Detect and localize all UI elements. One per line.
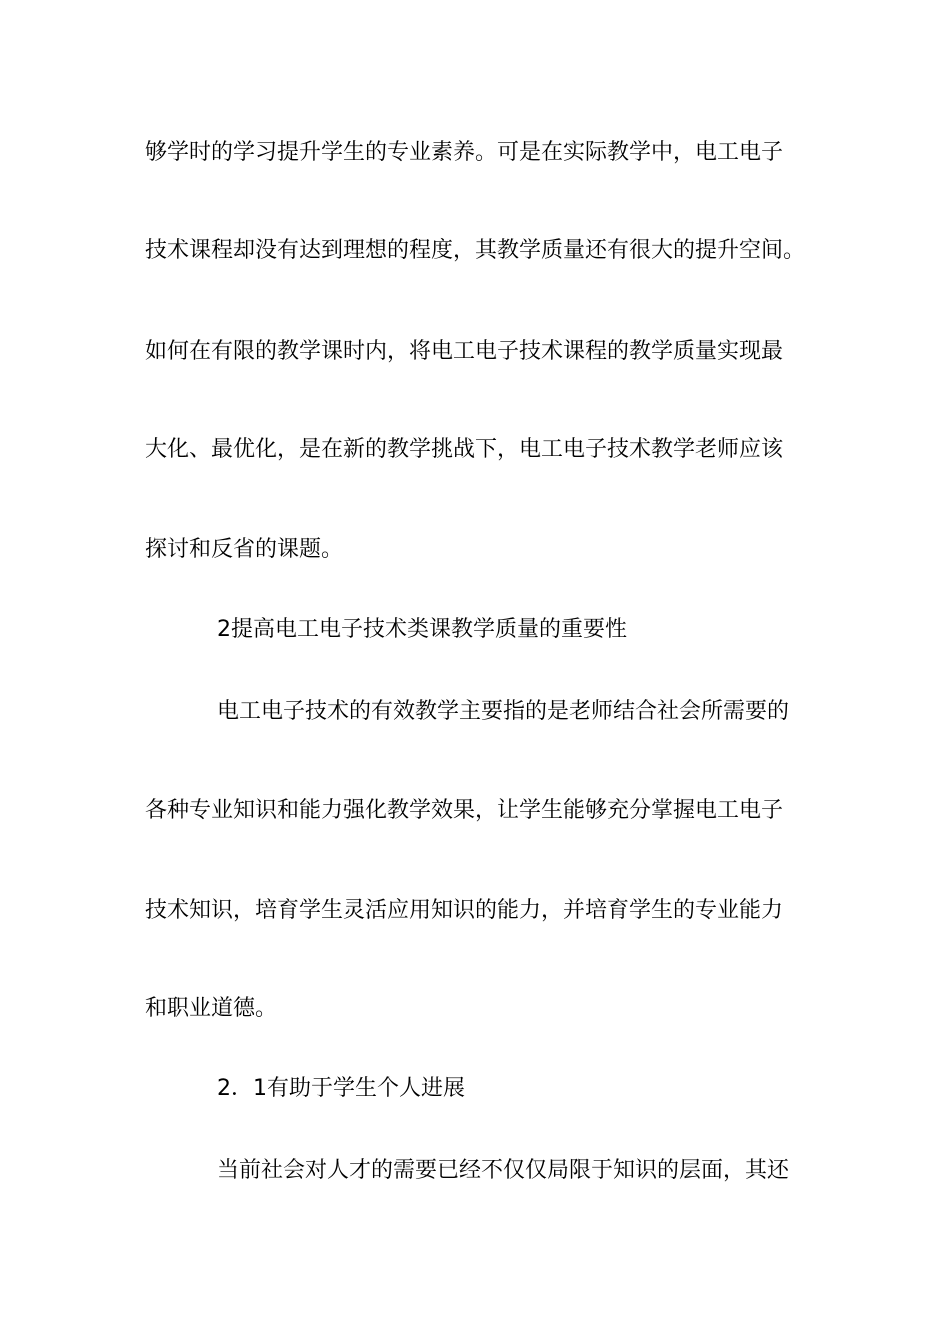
paragraph-line-1: 够学时的学习提升学生的专业素养。可是在实际教学中，电工电子 bbox=[145, 140, 784, 165]
paragraph-line-8: 技术知识，培育学生灵活应用知识的能力，并培育学生的专业能力 bbox=[145, 898, 784, 923]
section-heading-2: 2提高电工电子技术类课教学质量的重要性 bbox=[217, 617, 627, 642]
paragraph-line-6: 电工电子技术的有效教学主要指的是老师结合社会所需要的 bbox=[217, 699, 790, 724]
paragraph-line-10: 当前社会对人才的需要已经不仅仅局限于知识的层面，其还 bbox=[217, 1158, 790, 1183]
paragraph-line-4: 大化、最优化，是在新的教学挑战下，电工电子技术教学老师应该 bbox=[145, 437, 784, 462]
paragraph-line-3: 如何在有限的教学课时内，将电工电子技术课程的教学质量实现最 bbox=[145, 339, 784, 364]
paragraph-line-7: 各种专业知识和能力强化教学效果，让学生能够充分掌握电工电子 bbox=[145, 798, 784, 823]
section-heading-2-1: 2．1有助于学生个人进展 bbox=[217, 1076, 465, 1101]
paragraph-line-9: 和职业道德。 bbox=[145, 996, 278, 1021]
paragraph-line-2: 技术课程却没有达到理想的程度，其教学质量还有很大的提升空间。 bbox=[145, 238, 806, 263]
paragraph-line-5: 探讨和反省的课题。 bbox=[145, 537, 344, 562]
